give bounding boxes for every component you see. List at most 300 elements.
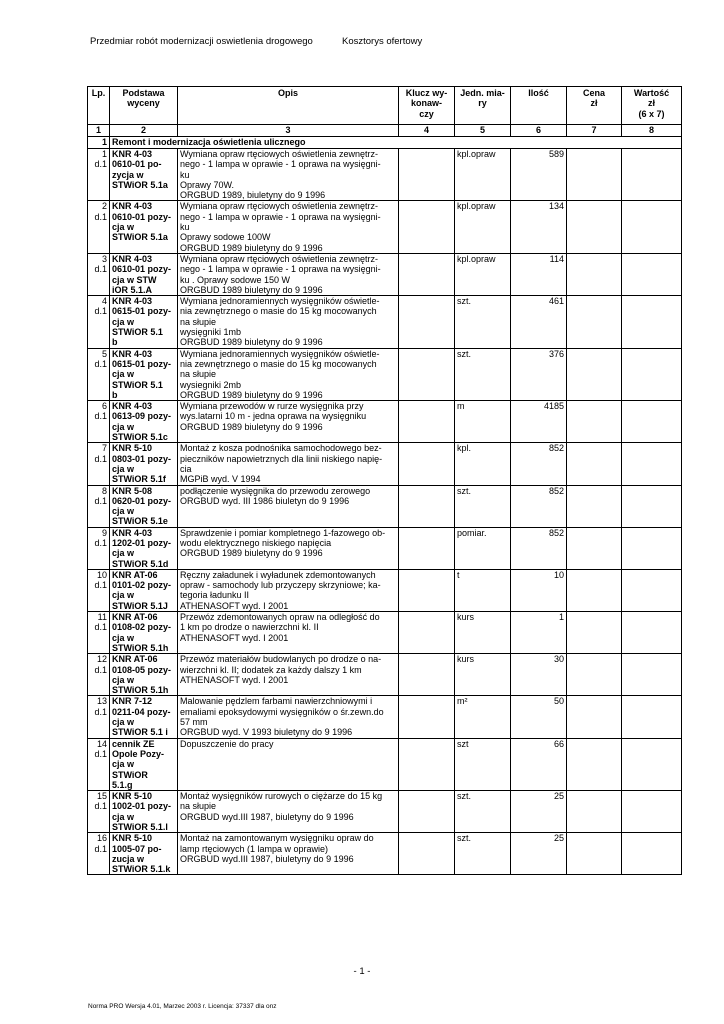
quantity: 30 [511, 654, 567, 696]
pricing-basis-line: 0620-01 pozy- [112, 495, 172, 506]
pricing-basis-line: 0610-01 pozy- [112, 211, 172, 222]
quantity: 66 [511, 738, 567, 790]
pricing-basis [110, 569, 178, 611]
description-line: ku [180, 222, 190, 233]
contractor-key [399, 696, 455, 738]
item-number [88, 612, 110, 654]
description-line: ATHENASOFT wyd. I 2001 [180, 674, 289, 685]
unit-price [567, 696, 622, 738]
pricing-basis [110, 296, 178, 348]
total-value [622, 654, 682, 696]
unit: szt. [455, 296, 511, 348]
total-value [622, 443, 682, 485]
description-line: emaliami epoksydowymi wysięgników o śr.zewn.do [180, 706, 384, 717]
contractor-key [399, 296, 455, 348]
pricing-basis-line: cja w [112, 759, 135, 770]
unit-price [567, 401, 622, 443]
column-header-line: Ilość [528, 88, 549, 98]
pricing-basis [110, 654, 178, 696]
item-number-line: 16 [96, 833, 107, 844]
pricing-basis-line: KNR 4-03 [112, 296, 153, 307]
unit: kurs [455, 612, 511, 654]
column-header [567, 87, 622, 125]
pricing-basis-line: cja w [112, 548, 135, 559]
contractor-key [399, 833, 455, 875]
unit: szt. [455, 348, 511, 400]
unit: szt. [455, 791, 511, 833]
contractor-key [399, 569, 455, 611]
description-line: Oprawy 70W. [180, 179, 235, 190]
item-number-line: 2 [101, 201, 107, 212]
item-number-line: 15 [96, 791, 107, 802]
contractor-key [399, 201, 455, 253]
pricing-basis-line: STWiOR 5.1a [112, 232, 168, 243]
unit-price [567, 527, 622, 569]
unit-price [567, 612, 622, 654]
contractor-key [399, 527, 455, 569]
pricing-basis-line: 5.1.g [112, 779, 133, 790]
item-description [178, 612, 399, 654]
description-line: ORGBUD 1989 biuletyny do 9 1996 [180, 389, 323, 400]
pricing-basis-line: STWiOR 5.1a [112, 179, 168, 190]
column-header-line: zł [590, 98, 598, 109]
table-row [88, 696, 682, 738]
quantity: 134 [511, 201, 567, 253]
column-number: 1 [88, 125, 110, 137]
pricing-basis-line: STWiOR 5.1.l [112, 822, 168, 832]
pricing-basis-line: STWiOR 5.1e [112, 516, 168, 527]
description-line: Wymiana jednoramiennych wysięgników oświetle- [180, 296, 380, 307]
page-header-title: Przedmiar robót modernizacji oswietlenia drogowego [90, 36, 313, 47]
pricing-basis-line: STWiOR [112, 769, 148, 780]
item-description [178, 696, 399, 738]
pricing-basis-line: STWiOR 5.1J [112, 600, 168, 611]
description-line: wysiegniki 2mb [180, 379, 242, 390]
pricing-basis-line: KNR 5-10 [112, 833, 153, 844]
pricing-basis-line: STWiOR 5.1d [112, 558, 169, 569]
item-number-line: 11 [97, 612, 107, 623]
description-line: MGPiB wyd. V 1994 [180, 474, 261, 485]
item-description [178, 833, 399, 875]
contractor-key [399, 738, 455, 790]
total-value [622, 253, 682, 295]
pricing-basis-line: KNR 4-03 [112, 149, 153, 159]
description-line: Montaż wysięgników rurowych o ciężarze do 15 kg [180, 791, 383, 802]
description-line: Wymiana jednoramiennych wysięgników oświetle- [180, 348, 380, 359]
pricing-basis [110, 201, 178, 253]
pricing-basis-line: b [112, 337, 118, 348]
pricing-basis-line: KNR AT-06 [112, 612, 158, 623]
item-number [88, 485, 110, 527]
description-line: ORGBUD 1989, biuletyny do 9 1996 [180, 190, 326, 201]
column-number: 3 [178, 125, 399, 137]
unit-price [567, 833, 622, 875]
unit-price [567, 569, 622, 611]
unit-price [567, 443, 622, 485]
quantity: 25 [511, 791, 567, 833]
pricing-basis-line: KNR 4-03 [112, 348, 153, 359]
description-line: Wymiana opraw rtęciowych oświetlenia zewnętrz- [180, 201, 378, 212]
item-description [178, 201, 399, 253]
pricing-basis [110, 791, 178, 833]
pricing-basis-line: cja w [112, 369, 135, 380]
contractor-key [399, 149, 455, 201]
item-number-line: d.1 [94, 358, 107, 369]
contractor-key [399, 654, 455, 696]
item-description [178, 296, 399, 348]
pricing-basis-line: 0610-01 pozy- [112, 264, 172, 275]
table-row [88, 654, 682, 696]
description-line: ORGBUD 1989 biuletyny do 9 1996 [180, 337, 323, 348]
column-header [399, 87, 455, 125]
description-line: Wymiana przewodów w rurze wysięgnika przy [180, 401, 364, 412]
unit: szt. [455, 833, 511, 875]
item-number [88, 149, 110, 201]
column-header [622, 87, 682, 125]
item-number [88, 696, 110, 738]
item-number-line: d.1 [94, 453, 107, 464]
pricing-basis-line: KNR 4-03 [112, 201, 153, 212]
unit-price [567, 253, 622, 295]
item-number-line: 4 [101, 296, 107, 307]
description-line: Przewóz materiałów budowlanych po drodze o na- [180, 654, 382, 665]
item-number-line: 10 [96, 569, 107, 580]
column-header-line: (6 x 7) [638, 108, 665, 119]
pricing-basis-line: cja w [112, 222, 135, 233]
quantity: 461 [511, 296, 567, 348]
column-number: 4 [399, 125, 455, 137]
total-value [622, 833, 682, 875]
software-footer: Norma PRO Wersja 4.01, Marzec 2003 r. Licencja: 37337 dla onz [88, 1003, 277, 1010]
item-number-line: 13 [96, 696, 107, 707]
column-header-line: Lp. [91, 88, 106, 98]
pricing-basis [110, 612, 178, 654]
item-number [88, 443, 110, 485]
pricing-basis-line: cja w [112, 590, 135, 601]
item-number-line: 14 [96, 738, 107, 749]
description-line: ORGBUD wyd. V 1993 biuletyny do 9 1996 [180, 727, 353, 738]
item-number [88, 791, 110, 833]
description-line: Sprawdzenie i pomiar kompletnego 1-fazowego ob- [180, 527, 386, 538]
description-line: lamp rtęciowych (1 lampa w oprawie) [180, 843, 329, 854]
pricing-basis-line: 0615-01 pozy- [112, 358, 172, 369]
unit: kpl. [455, 443, 511, 485]
description-line: Oprawy sodowe 100W [180, 232, 271, 243]
description-line: podłączenie wysięgnika do przewodu zerowego [180, 485, 371, 496]
pricing-basis-line: cja w [112, 811, 135, 822]
description-line: Ręczny załadunek i wyładunek zdemontowanych [180, 569, 376, 580]
section-title: Remont i modernizacja oświetlenia ulicznego [110, 137, 682, 149]
pricing-basis [110, 253, 178, 295]
total-value [622, 296, 682, 348]
pricing-basis [110, 485, 178, 527]
contractor-key [399, 253, 455, 295]
item-number-line: d.1 [94, 411, 107, 422]
table-row [88, 738, 682, 790]
quantity: 25 [511, 833, 567, 875]
quantity: 376 [511, 348, 567, 400]
table-row [88, 791, 682, 833]
description-line: 1 km po drodze o nawierzchni kl. II [180, 622, 319, 633]
item-number-line: 6 [101, 401, 107, 412]
description-line: wysięgniki 1mb [180, 327, 242, 338]
item-number-line: 3 [101, 253, 107, 264]
table-row [88, 612, 682, 654]
description-line: nego - 1 lampa w oprawie - 1 oprawa na wysięgni- [180, 159, 381, 170]
description-line: Malowanie pędzlem farbami nawierzchniowymi i [180, 696, 373, 707]
description-line: ORGBUD wyd. III 1986 biuletyn do 9 1996 [180, 495, 350, 506]
table-row [88, 527, 682, 569]
description-line: opraw - samochody lub przyczepy skrzyniowe; ka- [180, 580, 381, 591]
description-line: tegoria ładunku II [180, 590, 250, 601]
item-number-line: d.1 [94, 264, 107, 275]
description-line: ORGBUD wyd.III 1987, biuletyny do 9 1996 [180, 811, 354, 822]
pricing-basis-line: 0108-02 pozy- [112, 622, 172, 633]
pricing-basis-line: b [112, 389, 118, 400]
pricing-basis-line: 0101-02 pozy- [112, 580, 172, 591]
description-line: Montaż z kosza podnośnika samochodowego bez- [180, 443, 382, 454]
description-line: pieczników napowietrznych dla linii niskiego napię- [180, 453, 383, 464]
item-number-line: d.1 [94, 495, 107, 506]
column-header-line: Klucz wy- [405, 88, 448, 98]
description-line: na słupie [180, 369, 217, 380]
item-description [178, 527, 399, 569]
item-description [178, 791, 399, 833]
description-line: na słupie [180, 316, 217, 327]
description-line: ORGBUD wyd.III 1987, biuletyny do 9 1996 [180, 853, 354, 864]
pricing-basis-line: cja w [112, 717, 135, 728]
unit-price [567, 485, 622, 527]
description-line: Dopuszczenie do pracy [180, 738, 274, 749]
description-line: na słupie [180, 801, 217, 812]
item-number-line: d.1 [94, 843, 107, 854]
description-line: Przewóz zdemontowanych opraw na odległość do [180, 612, 380, 623]
total-value [622, 485, 682, 527]
item-number-line: d.1 [94, 622, 107, 633]
unit-price [567, 791, 622, 833]
item-number [88, 201, 110, 253]
item-description [178, 253, 399, 295]
description-line: Wymiana opraw rtęciowych oświetlenia zewnętrz- [180, 149, 378, 159]
item-number [88, 569, 110, 611]
item-description [178, 485, 399, 527]
total-value [622, 149, 682, 201]
page-header-doctype: Kosztorys ofertowy [342, 36, 423, 47]
pricing-basis-line: 1202-01 pozy- [112, 537, 172, 548]
quantity: 852 [511, 527, 567, 569]
pricing-basis-line: 0108-05 pozy- [112, 664, 172, 675]
quantity: 852 [511, 485, 567, 527]
item-number-line: d.1 [94, 801, 107, 812]
column-number: 7 [567, 125, 622, 137]
pricing-basis-line: KNR 4-03 [112, 401, 153, 412]
unit-price [567, 296, 622, 348]
item-number-line: 1 [101, 149, 107, 159]
unit-price [567, 149, 622, 201]
pricing-basis-line: 0615-01 pozy- [112, 306, 172, 317]
unit: t [455, 569, 511, 611]
table-row [88, 201, 682, 253]
total-value [622, 696, 682, 738]
page-number: - 1 - [353, 966, 371, 977]
quantity: 4185 [511, 401, 567, 443]
unit: kpl.opraw [455, 149, 511, 201]
item-number [88, 654, 110, 696]
pricing-basis [110, 401, 178, 443]
item-number-line: 12 [96, 654, 107, 665]
table-row [88, 149, 682, 201]
column-number: 2 [110, 125, 178, 137]
column-header-line: czy [419, 108, 434, 119]
pricing-basis-line: STWiOR 5.1 i [112, 727, 168, 738]
table-row [88, 485, 682, 527]
pricing-basis-line: STWiOR 5.1c [112, 432, 168, 443]
unit: kpl.opraw [455, 253, 511, 295]
contractor-key [399, 443, 455, 485]
description-line: 57 mm [180, 717, 208, 728]
total-value [622, 527, 682, 569]
description-line: nego - 1 lampa w oprawie - 1 oprawa na wysięgni- [180, 264, 381, 275]
unit: kpl.opraw [455, 201, 511, 253]
item-number-line: 9 [101, 527, 107, 538]
pricing-basis [110, 527, 178, 569]
pricing-basis-line: 0613-09 pozy- [112, 411, 172, 422]
description-line: ORGBUD 1989 biuletyny do 9 1996 [180, 242, 323, 253]
pricing-basis-line: 1005-07 po- [112, 843, 162, 854]
total-value [622, 401, 682, 443]
pricing-basis-line: cja w [112, 463, 135, 474]
pricing-basis-line: cja w [112, 316, 135, 327]
contractor-key [399, 348, 455, 400]
item-description [178, 738, 399, 790]
description-line: Montaż na zamontowanym wysięgniku opraw do [180, 833, 374, 844]
pricing-basis-line: iOR 5.1.A [112, 284, 153, 295]
item-description [178, 569, 399, 611]
unit: szt. [455, 485, 511, 527]
pricing-basis-line: 1002-01 pozy- [112, 801, 172, 812]
description-line: Wymiana opraw rtęciowych oświetlenia zewnętrz- [180, 253, 378, 264]
pricing-basis-line: zycja w [112, 169, 144, 180]
quantity: 589 [511, 149, 567, 201]
pricing-basis [110, 696, 178, 738]
description-line: nia zewnętrznego o masie do 15 kg mocowanych [180, 358, 377, 369]
pricing-basis-line: STWiOR 5.1.k [112, 864, 171, 875]
column-header-line: wyceny [127, 98, 160, 109]
column-header [455, 87, 511, 125]
table-row [88, 296, 682, 348]
item-number-line: 7 [101, 443, 107, 454]
column-header [110, 87, 178, 125]
item-number [88, 253, 110, 295]
pricing-basis-line: STWiOR 5.1 [112, 379, 163, 390]
pricing-basis [110, 348, 178, 400]
quantity: 50 [511, 696, 567, 738]
pricing-basis-line: KNR 4-03 [112, 253, 153, 264]
total-value [622, 738, 682, 790]
description-line: wodu elektrycznego niskiego napięcia [180, 537, 332, 548]
pricing-basis-line: STWiOR 5.1h [112, 685, 169, 696]
total-value [622, 791, 682, 833]
pricing-basis-line: KNR 5-10 [112, 791, 153, 802]
quantity: 10 [511, 569, 567, 611]
description-line: ku . Oprawy sodowe 150 W [180, 274, 291, 285]
pricing-basis-line: cja w [112, 674, 135, 685]
description-line: nia zewnętrznego o masie do 15 kg mocowanych [180, 306, 377, 317]
column-header-line: Opis [277, 88, 298, 98]
item-number [88, 527, 110, 569]
pricing-basis-line: cja w [112, 421, 135, 432]
pricing-basis-line: STWiOR 5.1h [112, 642, 169, 653]
item-number-line: 5 [101, 348, 107, 359]
table-row [88, 833, 682, 875]
item-description [178, 654, 399, 696]
item-number-line: d.1 [94, 159, 107, 170]
unit: kurs [455, 654, 511, 696]
description-line: ORGBUD 1989 biuletyny do 9 1996 [180, 284, 323, 295]
item-description [178, 401, 399, 443]
contractor-key [399, 791, 455, 833]
cost-estimate-table [87, 86, 682, 875]
item-number-line: d.1 [94, 706, 107, 717]
item-number-line: d.1 [94, 211, 107, 222]
table-row [88, 401, 682, 443]
item-number-line: d.1 [94, 306, 107, 317]
column-number: 6 [511, 125, 567, 137]
column-header-line: Podstawa [122, 88, 165, 98]
pricing-basis [110, 738, 178, 790]
description-line: ORGBUD 1989 biuletyny do 9 1996 [180, 421, 323, 432]
column-number-row [88, 125, 682, 137]
column-header-line: zł [647, 98, 655, 109]
item-number [88, 296, 110, 348]
item-number [88, 833, 110, 875]
pricing-basis-line: 0610-01 po- [112, 159, 162, 170]
item-number-line: d.1 [94, 748, 107, 759]
item-description [178, 443, 399, 485]
pricing-basis-line: KNR 4-03 [112, 527, 153, 538]
pricing-basis-line: zucja w [112, 853, 145, 864]
pricing-basis-line: cja w [112, 632, 135, 643]
unit-price [567, 348, 622, 400]
description-line: nego - 1 lampa w oprawie - 1 oprawa na wysięgni- [180, 211, 381, 222]
pricing-basis [110, 833, 178, 875]
item-description [178, 149, 399, 201]
column-number: 5 [455, 125, 511, 137]
description-line: wierzchni kl. II; dodatek za każdy dalszy 1 km [180, 664, 362, 675]
contractor-key [399, 401, 455, 443]
pricing-basis [110, 443, 178, 485]
description-line: ORGBUD 1989 biuletyny do 9 1996 [180, 548, 323, 559]
unit-price [567, 201, 622, 253]
pricing-basis-line: cja w STW [112, 274, 157, 285]
item-description [178, 348, 399, 400]
description-line: ATHENASOFT wyd. I 2001 [180, 600, 289, 611]
pricing-basis-line: KNR AT-06 [112, 654, 158, 665]
description-line: ku [180, 169, 190, 180]
table-header-row [88, 87, 682, 125]
contractor-key [399, 485, 455, 527]
unit: szt [455, 738, 511, 790]
unit: m² [455, 696, 511, 738]
column-header [178, 87, 399, 125]
column-header-line: Jedn. mia- [460, 88, 505, 98]
table-row [88, 569, 682, 611]
unit-price [567, 738, 622, 790]
quantity: 1 [511, 612, 567, 654]
column-header-line: Cena [582, 88, 605, 98]
pricing-basis [110, 149, 178, 201]
pricing-basis-line: KNR AT-06 [112, 569, 158, 580]
